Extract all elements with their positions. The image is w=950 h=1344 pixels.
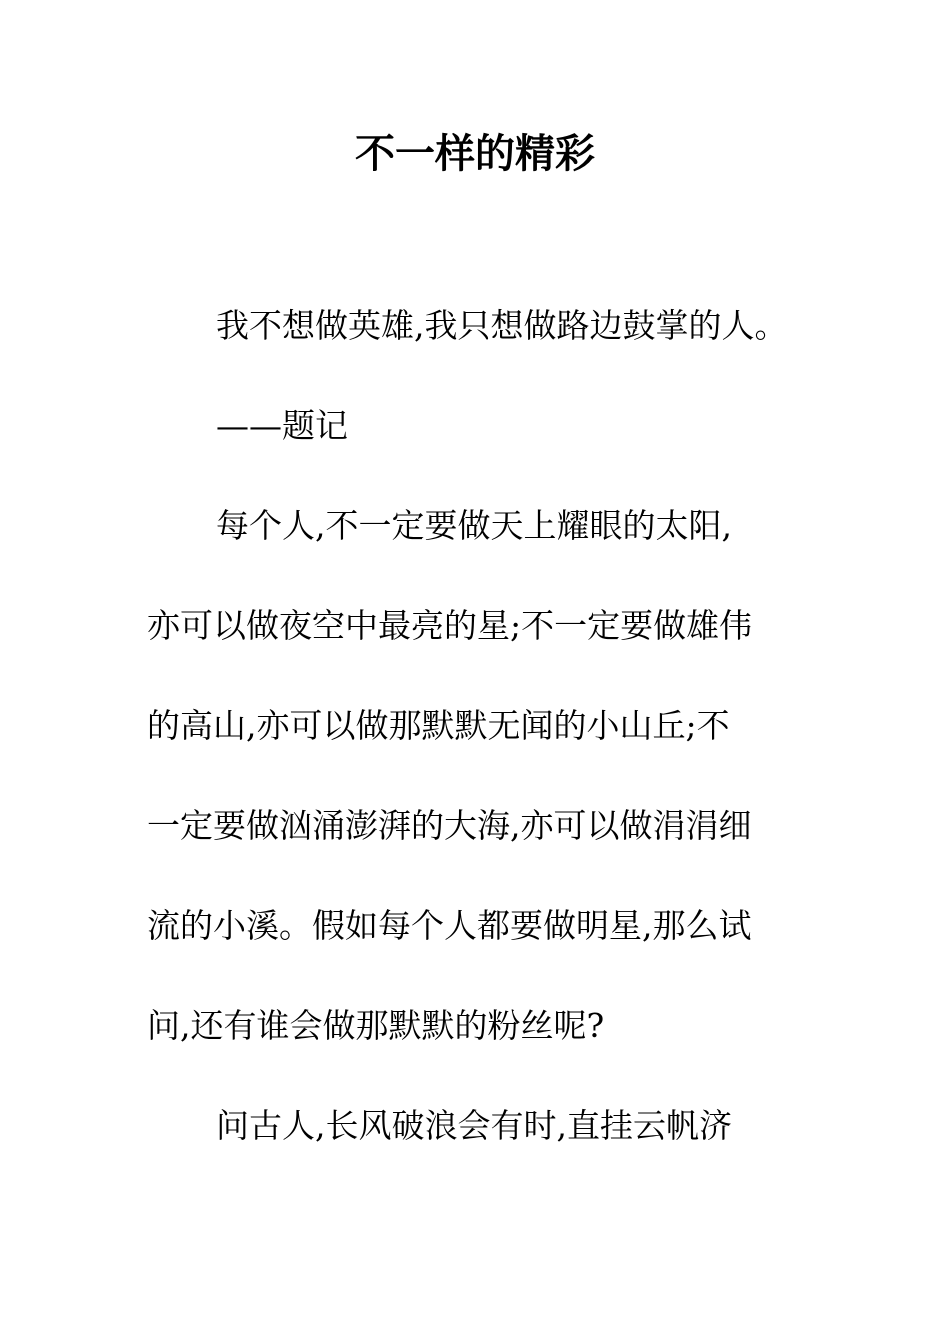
body-line: 问古人,长风破浪会有时,直挂云帆济 [216, 1106, 732, 1145]
body-line: 每个人,不一定要做天上耀眼的太阳, [216, 506, 732, 545]
body-line: 亦可以做夜空中最亮的星;不一定要做雄伟 [147, 606, 753, 645]
body-line: 的高山,亦可以做那默默无闻的小山丘;不 [147, 706, 730, 745]
body-line: 流的小溪。假如每个人都要做明星,那么试 [147, 906, 752, 945]
epigraph-attribution: ——题记 [216, 406, 348, 445]
epigraph-line: 我不想做英雄,我只想做路边鼓掌的人。 [216, 306, 788, 345]
body-line: 问,还有谁会做那默默的粉丝呢? [147, 1006, 605, 1045]
body-line: 一定要做汹涌澎湃的大海,亦可以做涓涓细 [147, 806, 752, 845]
document-title: 不一样的精彩 [355, 130, 595, 177]
